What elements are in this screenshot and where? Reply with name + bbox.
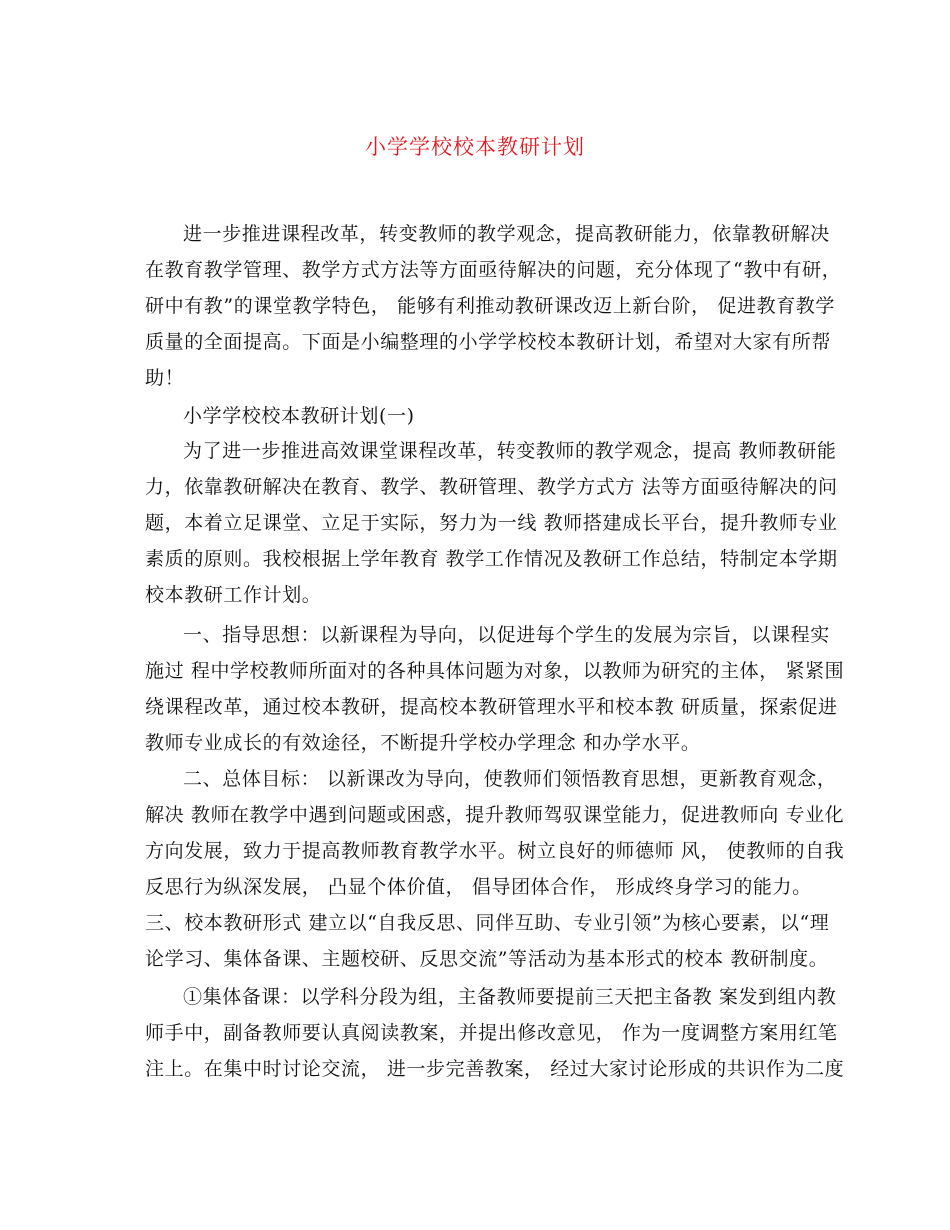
paragraph-line: 三、校本教研形式 建立以“自我反思、同伴互助、专业引领”为核心要素，以“理 (145, 912, 830, 934)
paragraph-line: 素质的原则。我校根据上学年教育 教学工作情况及教研工作总结，特制定本学期 (145, 548, 838, 570)
paragraph-line: 进一步推进课程改革，转变教师的教学观念，提高教研能力，依靠教研解决 (183, 223, 830, 245)
paragraph-line: 校本教研工作计划。 (145, 584, 322, 606)
paragraph-line: 题，本着立足课堂、立足于实际，努力为一线 教师搭建成长平台，提升教师专业 (145, 512, 838, 534)
paragraph-line: 施过 程中学校教师所面对的各种具体问题为对象，以教师为研究的主体， 紧紧围 (145, 660, 845, 682)
paragraph-line: 论学习、集体备课、主题校研、反思交流”等活动为基本形式的校本 教研制度。 (145, 948, 829, 970)
paragraph-line: 为了进一步推进高效课堂课程改革，转变教师的教学观念，提高 教师教研能 (183, 440, 837, 462)
paragraph-line: 在教育教学管理、教学方式方法等方面亟待解决的问题，充分体现了“教中有研， (145, 259, 842, 281)
paragraph-line: 注上。在集中时讨论交流， 进一步完善教案， 经过大家讨论形成的共识作为二度 (145, 1058, 845, 1080)
paragraph-line: 二、总体目标： 以新课改为导向，使教师们领悟教育思想，更新教育观念， (183, 768, 837, 790)
paragraph-line: 教师专业成长的有效途径，不断提升学校办学理念 和办学水平。 (145, 732, 701, 754)
paragraph-line: 方向发展，致力于提高教师教育教学水平。树立良好的师德师 风， 使教师的自我 (145, 840, 845, 862)
paragraph-line: 一、指导思想：以新课程为导向，以促进每个学生的发展为宗旨，以课程实 (183, 624, 830, 646)
document-title: 小学学校校本教研计划 (365, 135, 585, 159)
paragraph-line: ①集体备课：以学科分段为组，主备教师要提前三天把主备教 案发到组内教 (183, 986, 837, 1008)
paragraph-line: 力，依靠教研解决在教育、教学、教研管理、教学方式方 法等方面亟待解决的问 (145, 476, 838, 498)
section-heading: 小学学校校本教研计划(一) (183, 405, 415, 427)
paragraph-line: 研中有教”的课堂教学特色， 能够有利推动教研课改迈上新台阶， 促进教育教学 (145, 295, 835, 317)
paragraph-line: 质量的全面提高。下面是小编整理的小学学校校本教研计划，希望对大家有所帮 (145, 331, 832, 353)
paragraph-line: 助！ (145, 367, 185, 389)
paragraph-line: 反思行为纵深发展， 凸显个体价值， 倡导团体合作， 形成终身学习的能力。 (145, 876, 812, 898)
paragraph-line: 师手中，副备教师要认真阅读教案，并提出修改意见， 作为一度调整方案用红笔 (145, 1022, 838, 1044)
paragraph-line: 解决 教师在教学中遇到问题或困惑，提升教师驾驭课堂能力，促进教师向 专业化 (145, 804, 845, 826)
paragraph-line: 绕课程改革，通过校本教研，提高校本教研管理水平和校本教 研质量，探索促进 (145, 696, 838, 718)
